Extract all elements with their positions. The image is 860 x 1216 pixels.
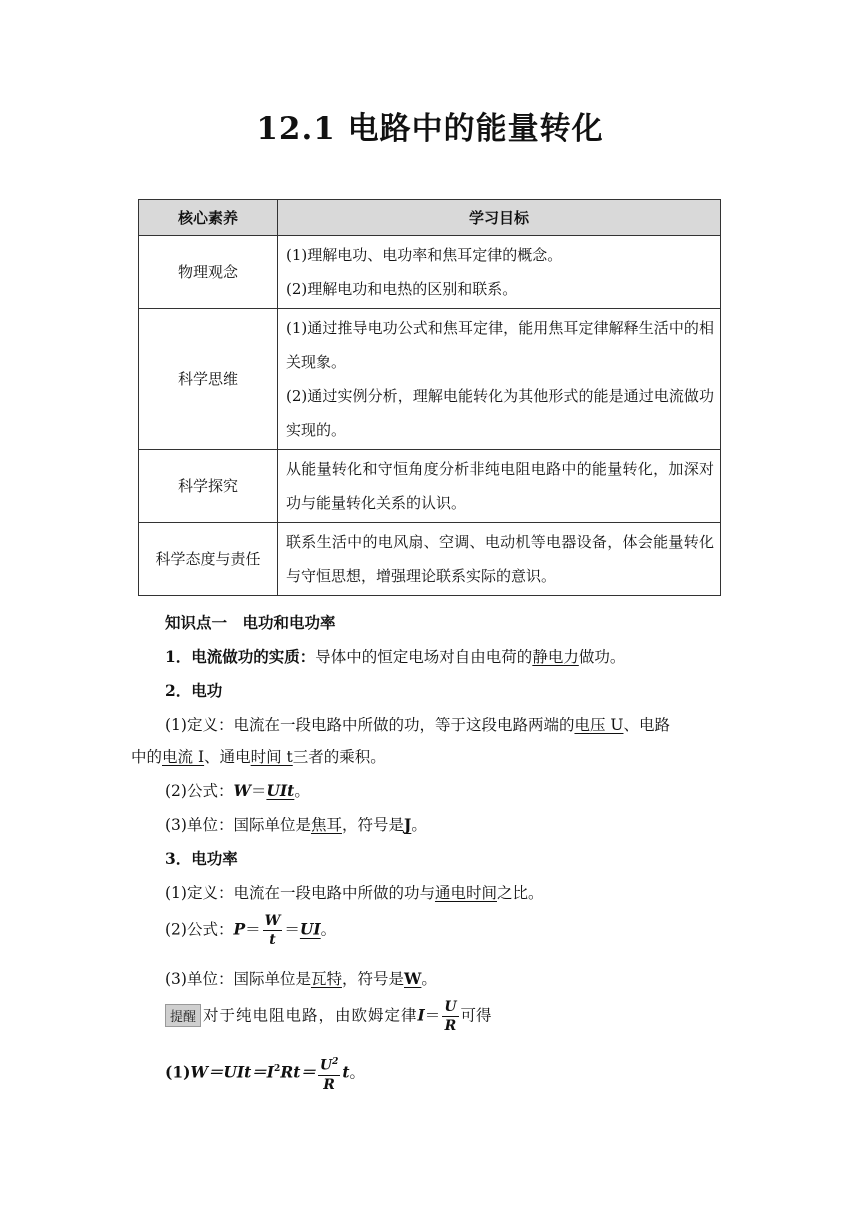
text: 、通电 — [204, 748, 251, 766]
text: 对于纯电阻电路，由欧姆定律 — [203, 1006, 418, 1025]
fraction — [263, 912, 283, 949]
table-row-category: 物理观念 — [139, 236, 278, 309]
table-row — [139, 523, 721, 596]
work-formula — [165, 779, 310, 801]
text: (3)单位：国际单位是 — [165, 816, 311, 834]
superscript: 2 — [274, 1064, 281, 1075]
subheading-electric-power: 3．电功率 — [165, 849, 238, 868]
text: 。 — [421, 970, 437, 988]
essence-end: 做功。 — [578, 648, 626, 666]
text: (2)公式： — [165, 920, 234, 939]
blank-answer: 电压 U — [574, 716, 624, 734]
symbol: W — [233, 781, 251, 800]
table-row — [139, 309, 721, 450]
goal-line: 联系生活中的电风扇、空调、电动机等电器设备，体会能量转化与守恒思想，增强理论联系实际的意识。 — [286, 533, 714, 585]
section-heading: 知识点一 电功和电功率 — [165, 613, 336, 632]
numerator — [318, 1053, 340, 1076]
fraction — [442, 998, 458, 1035]
text: ＝ — [250, 782, 267, 800]
numerator: W — [264, 913, 281, 929]
symbol: t — [342, 1062, 350, 1082]
table-row-goals — [278, 236, 721, 309]
goal-line: 从能量转化和守恒角度分析非纯电阻电路中的能量转化，加深对功与能量转化关系的认识。 — [286, 460, 714, 512]
power-unit — [165, 967, 437, 989]
goal-line: (1)理解电功、电功率和焦耳定律的概念。 — [286, 246, 563, 264]
tip-line — [165, 998, 492, 1035]
text: 可得 — [460, 1006, 492, 1025]
table-row-category: 科学探究 — [139, 450, 278, 523]
blank-answer: 焦耳 — [310, 816, 342, 834]
text: (2)公式： — [165, 782, 234, 800]
blank-answer: UIt — [266, 781, 295, 800]
superscript: 2 — [332, 1057, 339, 1067]
blank-answer: J — [404, 815, 412, 834]
text: (1) — [165, 1062, 191, 1082]
work-unit — [165, 813, 427, 835]
blank-answer: 静电力 — [532, 648, 579, 666]
text: 三者的乘积。 — [292, 748, 386, 766]
table-header-core: 核心素养 — [139, 200, 278, 236]
text: ＝ — [424, 1006, 441, 1025]
text: (1)定义：电流在一段电路中所做的功，等于这段电路两端的 — [165, 716, 575, 734]
category-label: 科学态度与责任 — [155, 550, 261, 568]
denominator: R — [444, 1018, 457, 1034]
text: ＝ — [245, 920, 261, 939]
text: 之比。 — [496, 884, 544, 902]
table-row-goals — [278, 450, 721, 523]
essence-label: 1．电流做功的实质： — [165, 647, 316, 666]
text: ＝ — [284, 920, 300, 939]
formula-text: W＝UIt＝I — [190, 1062, 275, 1082]
goal-line: (2)通过实例分析，理解电能转化为其他形式的能是通过电流做功实现的。 — [286, 387, 714, 439]
numerator-text: U — [319, 1057, 333, 1074]
symbol: P — [233, 919, 246, 939]
formula-1 — [165, 1053, 365, 1094]
page-title: 12.1 电路中的能量转化 — [256, 111, 604, 147]
formula-text: Rt＝ — [280, 1062, 316, 1082]
essence-text: 导体中的恒定电场对自由电荷的 — [315, 648, 533, 666]
text: (1)定义：电流在一段电路中所做的功与 — [165, 884, 435, 902]
symbol: I — [417, 1005, 425, 1025]
blank-answer: 瓦特 — [310, 970, 342, 988]
table-row — [139, 450, 721, 523]
goal-line: (1)通过推导电功公式和焦耳定律，能用焦耳定律解释生活中的相关现象。 — [286, 319, 714, 371]
table-row-category — [139, 523, 278, 596]
numerator: U — [444, 999, 457, 1015]
blank-answer: 电流 I — [162, 748, 205, 766]
fraction — [318, 1053, 340, 1094]
learning-goals-table — [138, 199, 721, 596]
text: (3)单位：国际单位是 — [165, 970, 311, 988]
goal-line: (2)理解电功和电热的区别和联系。 — [286, 280, 518, 298]
work-definition-line2 — [131, 745, 386, 767]
table-row-goals — [278, 523, 721, 596]
power-formula — [165, 912, 336, 949]
text: 。 — [294, 782, 310, 800]
subheading-electric-work: 2．电功 — [165, 681, 223, 700]
text: 。 — [320, 920, 337, 939]
table-header-row — [139, 200, 721, 236]
text: ，符号是 — [341, 816, 404, 834]
tip-badge: 提醒 — [165, 1004, 201, 1027]
text: 。 — [349, 1063, 366, 1082]
blank-answer: 通电时间 — [434, 884, 497, 902]
table-row — [139, 236, 721, 309]
paragraph-essence — [165, 645, 625, 667]
denominator: R — [323, 1076, 335, 1093]
denominator: t — [269, 932, 276, 948]
table-row-goals — [278, 309, 721, 450]
blank-answer: W — [404, 969, 422, 988]
text: 。 — [411, 816, 427, 834]
table-row-category: 科学思维 — [139, 309, 278, 450]
blank-answer: UI — [299, 919, 321, 939]
power-definition — [165, 881, 544, 903]
table-header-goal: 学习目标 — [278, 200, 721, 236]
text: 中的 — [131, 748, 163, 766]
text: ，符号是 — [341, 970, 404, 988]
text: 、电路 — [623, 716, 670, 734]
work-definition-line1 — [165, 713, 670, 735]
blank-answer: 时间 t — [250, 748, 293, 766]
